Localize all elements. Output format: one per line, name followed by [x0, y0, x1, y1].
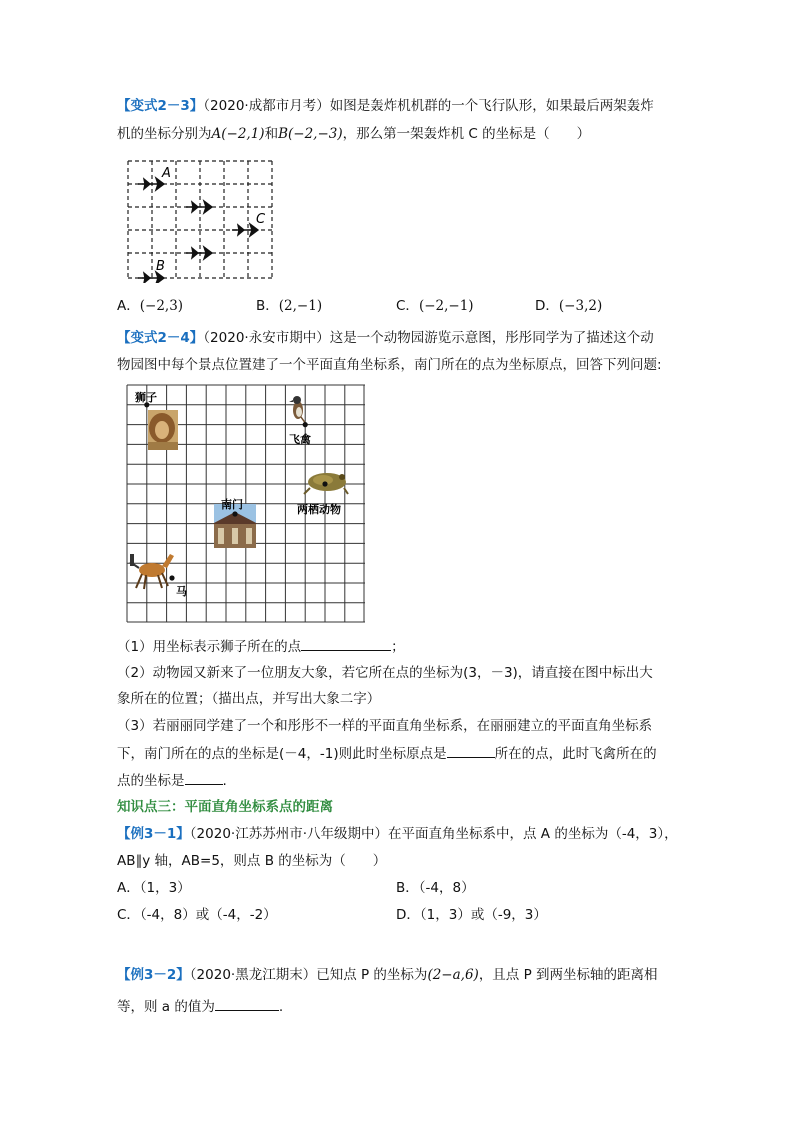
frog-point	[322, 481, 327, 486]
q24-p3c: 点的坐标是 .	[117, 770, 227, 791]
q24-p1: （1）用坐标表示狮子所在的点 ；	[117, 636, 405, 657]
q23-option-b: B．(2,−1)	[256, 298, 323, 314]
q23-coord-a: A(−2,1)	[211, 126, 265, 142]
q23-source: （2020·成都市月考）	[203, 98, 330, 114]
q24-text1: 这是一个动物园游览示意图，彤彤同学为了描述这个动	[329, 330, 654, 346]
ex31-tag: 【例3－1】	[117, 826, 190, 842]
lion-label: 狮子	[135, 391, 157, 404]
q23-option-c: C．(−2,−1)	[396, 298, 474, 314]
q23-tag: 【变式2－3】	[117, 98, 204, 114]
q23-and: 和	[264, 126, 279, 142]
label-c: C	[256, 212, 266, 227]
horse-label: 马	[176, 585, 187, 598]
q24-line2: 物园图中每个景点位置建了一个平面直角坐标系，南门所在的点为坐标原点，回答下列问题:	[117, 357, 662, 373]
q24-p3a: （3）若丽丽同学建了一个和彤彤不一样的平面直角坐标系，在丽丽建立的平面直角坐标系	[117, 718, 653, 734]
frog-label: 两栖动物	[297, 503, 341, 516]
plane-4	[186, 247, 212, 259]
ex32-coord: (2−a,6)	[427, 967, 479, 983]
q24-p3b: 下，南门所在的点的坐标是(－4，-1)则此时坐标原点是 所在的点，此时飞禽所在的	[117, 743, 657, 764]
plane-2	[186, 201, 212, 213]
ex31-option-d: D．（1，3）或（-9，3）	[396, 907, 547, 923]
q24-source: （2020·永安市期中）	[203, 330, 330, 346]
formation-figure	[124, 157, 276, 283]
plane-a	[138, 178, 164, 190]
ex32-line1: 【例3－2】（2020·黑龙江期末）已知点 P 的坐标为(2−a,6)，且点 P 到两坐标轴的距离相	[117, 967, 658, 983]
q23-text2b: ，那么第一架轰炸机 C 的坐标是（ ）	[342, 126, 591, 142]
bird-image	[289, 396, 306, 424]
q23-option-d: D．(−3,2)	[535, 298, 603, 314]
ex31-line2: AB∥y 轴，AB=5，则点 B 的坐标为（ ）	[117, 853, 387, 869]
q24-blank3[interactable]	[185, 770, 223, 785]
label-a: A	[162, 166, 171, 181]
q23-text1: 如图是轰炸机机群的一个飞行队形，如果最后两架轰炸	[329, 98, 654, 114]
ex31-option-b: B．（-4，8）	[396, 880, 475, 896]
bird-point	[303, 422, 308, 427]
q24-p2b: 象所在的位置；（描出点，并写出大象二字）	[117, 691, 381, 707]
q24-line1	[117, 328, 654, 348]
q23-option-a: A．(−2,3)	[117, 298, 184, 314]
horse-point	[169, 575, 174, 580]
ex32-tag: 【例3－2】	[117, 967, 190, 983]
q24-blank2[interactable]	[447, 743, 495, 758]
section3-heading: 知识点三：平面直角坐标系点的距离	[117, 799, 333, 815]
q23-line2	[117, 124, 590, 144]
gate-label: 南门	[221, 498, 243, 511]
plane-c	[232, 224, 258, 236]
q24-tag: 【变式2－4】	[117, 330, 204, 346]
ex32-line2: 等，则 a 的值为 .	[117, 996, 283, 1017]
q24-p2a: （2）动物园又新来了一位朋友大象，若它所在点的坐标为(3，－3)，请直接在图中标出大	[117, 665, 653, 681]
lion-image	[148, 410, 178, 450]
q23-coord-b: B(−2,−3)	[278, 126, 343, 142]
zoo-map	[126, 384, 368, 624]
gate-point	[232, 511, 237, 516]
q23-text2a: 机的坐标分别为	[117, 126, 212, 142]
ex31-line1: 【例3－1】（2020·江苏苏州市·八年级期中）在平面直角坐标系中，点 A 的坐标为（-4，3），	[117, 826, 678, 842]
bird-label: 飞禽	[289, 433, 311, 446]
ex32-blank[interactable]	[215, 996, 279, 1011]
ex31-option-c: C．（-4，8）或（-4，-2）	[117, 907, 277, 923]
horse-image	[130, 554, 174, 589]
ex31-option-a: A．（1，3）	[117, 880, 191, 896]
q24-blank1[interactable]	[301, 636, 391, 651]
q23-line1	[117, 96, 654, 116]
label-b: B	[156, 259, 165, 274]
